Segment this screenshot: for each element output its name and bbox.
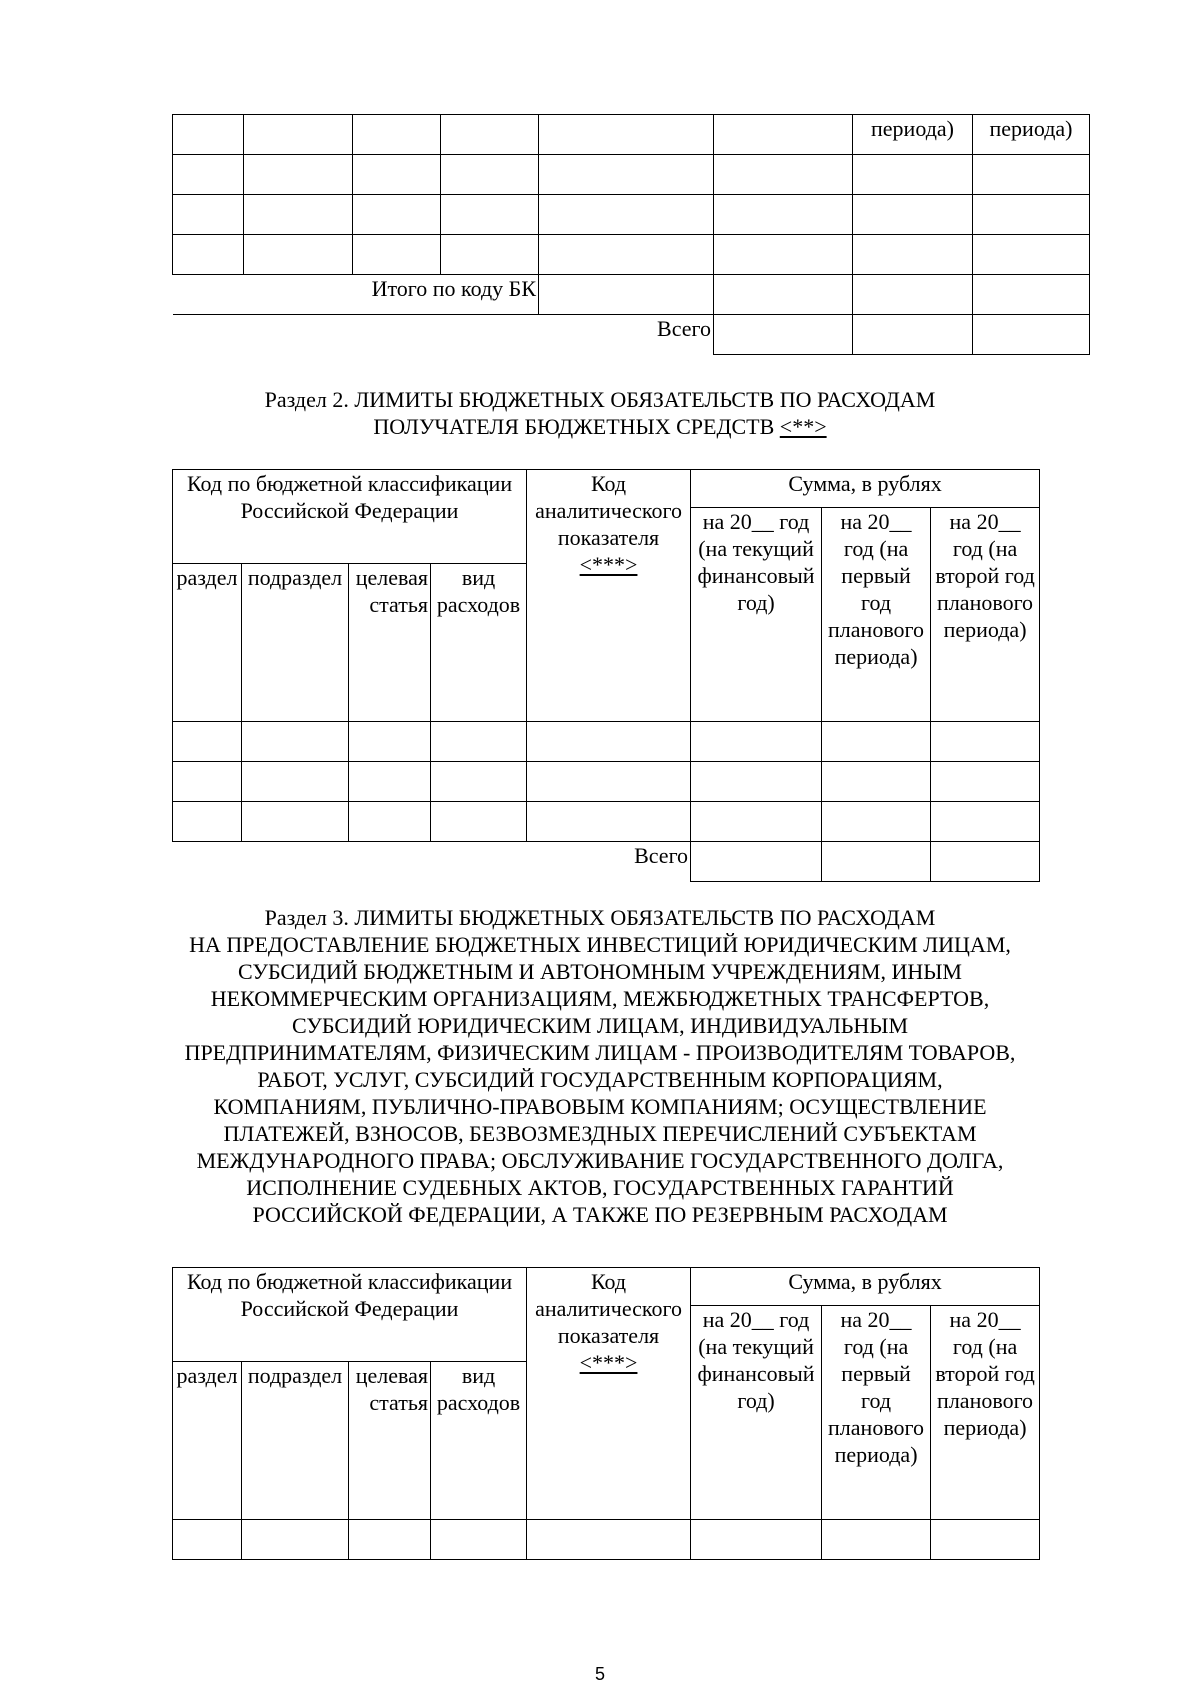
col-year3: на 20__ год (на второй год планового периода) <box>931 1306 1040 1520</box>
analytic-header-label: Код аналитического показателя <box>535 471 682 550</box>
section3-title-line: НЕКОММЕРЧЕСКИМ ОРГАНИЗАЦИЯМ, МЕЖБЮДЖЕТНЫХ ТРАНСФЕРТОВ, <box>210 986 990 1011</box>
section3-title <box>160 904 1040 1228</box>
cell <box>353 115 441 155</box>
section3-title-line: Раздел 3. ЛИМИТЫ БЮДЖЕТНЫХ ОБЯЗАТЕЛЬСТВ ПО РАСХОДАМ <box>264 905 936 930</box>
col-expense: вид расходов <box>431 564 527 722</box>
section2-title-line2: ПОЛУЧАТЕЛЯ БЮДЖЕТНЫХ СРЕДСТВ <box>373 414 775 439</box>
sum-header: Сумма, в рублях <box>691 1268 1040 1306</box>
total-label: Всего <box>173 315 714 355</box>
col-year1: на 20__ год (на текущий финансовый год) <box>691 1306 822 1520</box>
subtotal-label: Итого по коду БК <box>173 275 539 315</box>
table-row <box>173 235 1090 275</box>
col-expense: вид расходов <box>431 1362 527 1520</box>
section2-footnote-ref: <**> <box>779 414 827 439</box>
total-row <box>173 315 1090 355</box>
section3-title-line: КОМПАНИЯМ, ПУБЛИЧНО-ПРАВОВЫМ КОМПАНИЯМ; ОСУЩЕСТВЛЕНИЕ <box>213 1094 987 1119</box>
bk-code-header: Код по бюджетной классификации Российской Федерации <box>173 470 527 564</box>
sum-header: Сумма, в рублях <box>691 470 1040 508</box>
section2-table <box>172 469 1040 882</box>
analytic-header <box>527 1268 691 1520</box>
cell <box>173 115 244 155</box>
total-label: Всего <box>173 842 691 882</box>
subtotal-row <box>173 275 1090 315</box>
table-row <box>173 155 1090 195</box>
col-subsection: подраздел <box>242 564 349 722</box>
analytic-footnote-ref: <***> <box>579 552 638 577</box>
section3-title-line: ПРЕДПРИНИМАТЕЛЯМ, ФИЗИЧЕСКИМ ЛИЦАМ - ПРОИЗВОДИТЕЛЯМ ТОВАРОВ, <box>184 1040 1016 1065</box>
total-row <box>173 842 1040 882</box>
cell <box>244 115 353 155</box>
table-row <box>173 195 1090 235</box>
col-target: целевая статья <box>349 564 431 722</box>
table-row <box>173 802 1040 842</box>
col-year3: на 20__ год (на второй год планового периода) <box>931 508 1040 722</box>
section3-title-line: ИСПОЛНЕНИЕ СУДЕБНЫХ АКТОВ, ГОСУДАРСТВЕННЫХ ГАРАНТИЙ <box>246 1175 954 1200</box>
section3-title-line: СУБСИДИЙ БЮДЖЕТНЫМ И АВТОНОМНЫМ УЧРЕЖДЕНИЯМ, ИНЫМ <box>237 959 962 984</box>
col-section: раздел <box>173 1362 242 1520</box>
col-target: целевая статья <box>349 1362 431 1520</box>
analytic-footnote-ref: <***> <box>579 1350 638 1375</box>
cell <box>441 115 539 155</box>
header-cell-year2: периода) <box>853 115 973 155</box>
section3-title-line: МЕЖДУНАРОДНОГО ПРАВА; ОБСЛУЖИВАНИЕ ГОСУДАРСТВЕННОГО ДОЛГА, <box>196 1148 1004 1173</box>
cell <box>714 115 853 155</box>
cell <box>539 115 714 155</box>
analytic-header-label: Код аналитического показателя <box>535 1269 682 1348</box>
section3-title-line: НА ПРЕДОСТАВЛЕНИЕ БЮДЖЕТНЫХ ИНВЕСТИЦИЙ ЮРИДИЧЕСКИМ ЛИЦАМ, <box>189 932 1011 957</box>
table-row <box>173 1520 1040 1560</box>
section3-title-line: СУБСИДИЙ ЮРИДИЧЕСКИМ ЛИЦАМ, ИНДИВИДУАЛЬНЫМ <box>291 1013 909 1038</box>
col-year1: на 20__ год (на текущий финансовый год) <box>691 508 822 722</box>
header-cell-year3: периода) <box>973 115 1090 155</box>
table-row <box>173 722 1040 762</box>
col-subsection: подраздел <box>242 1362 349 1520</box>
section3-title-line: ПЛАТЕЖЕЙ, ВЗНОСОВ, БЕЗВОЗМЕЗДНЫХ ПЕРЕЧИСЛЕНИЙ СУБЪЕКТАМ <box>223 1121 977 1146</box>
col-section: раздел <box>173 564 242 722</box>
bk-code-header: Код по бюджетной классификации Российской Федерации <box>173 1268 527 1362</box>
section2-title-line1: Раздел 2. ЛИМИТЫ БЮДЖЕТНЫХ ОБЯЗАТЕЛЬСТВ ПО РАСХОДАМ <box>264 387 936 412</box>
page-number: 5 <box>594 1664 605 1684</box>
top-table <box>172 114 1090 355</box>
section3-table <box>172 1267 1040 1560</box>
section3-title-line: РАБОТ, УСЛУГ, СУБСИДИЙ ГОСУДАРСТВЕННЫМ КОРПОРАЦИЯМ, <box>257 1067 943 1092</box>
table-row <box>173 762 1040 802</box>
col-year2: на 20__ год (на первый год планового периода) <box>822 508 931 722</box>
section2-title <box>160 386 1040 440</box>
section3-title-line: РОССИЙСКОЙ ФЕДЕРАЦИИ, А ТАКЖЕ ПО РЕЗЕРВНЫМ РАСХОДАМ <box>252 1202 948 1227</box>
col-year2: на 20__ год (на первый год планового периода) <box>822 1306 931 1520</box>
analytic-header <box>527 470 691 722</box>
